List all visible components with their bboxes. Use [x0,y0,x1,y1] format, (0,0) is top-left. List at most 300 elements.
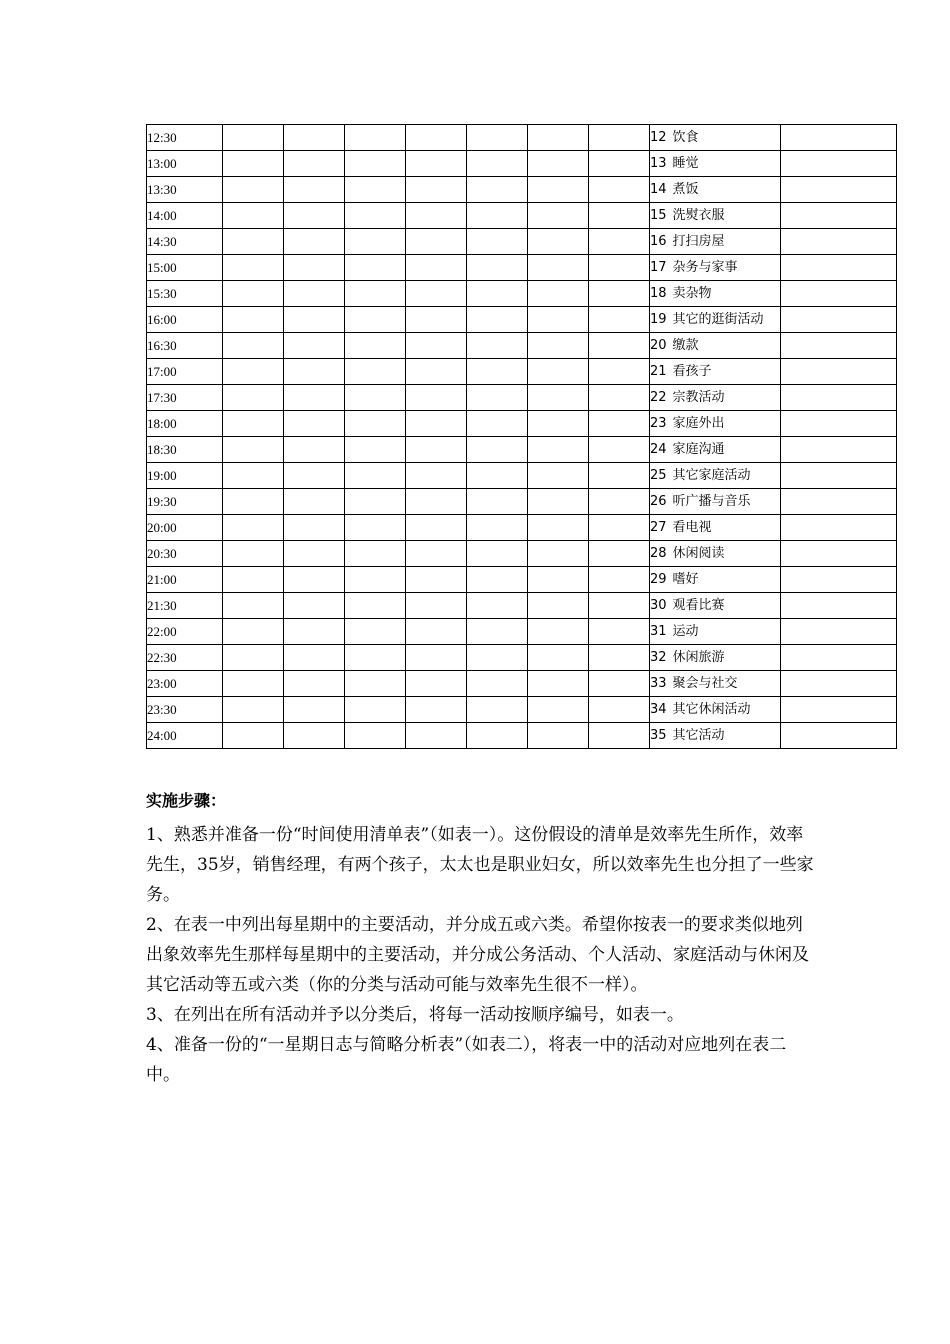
activity-label: 其它活动 [672,728,725,743]
time-cell: 20:00 [147,515,223,541]
time-cell: 22:30 [147,645,223,671]
table-row [147,281,897,307]
day-cell [467,385,528,411]
day-cell [284,437,345,463]
activity-cell [650,203,781,229]
activity-label: 煮饭 [672,182,699,197]
activity-number: 14 [650,182,667,197]
time-cell: 13:00 [147,151,223,177]
activity-cell [650,359,781,385]
day-cell [284,541,345,567]
time-cell: 12:30 [147,125,223,151]
day-cell [589,619,650,645]
day-cell [406,281,467,307]
day-cell [467,151,528,177]
activity-label: 卖杂物 [672,286,712,301]
activity-label: 观看比赛 [672,598,725,613]
day-cell [467,203,528,229]
day-cell [223,125,284,151]
day-cell [284,229,345,255]
extra-cell [781,723,897,749]
day-cell [406,671,467,697]
extra-cell [781,437,897,463]
day-cell [467,125,528,151]
extra-cell [781,697,897,723]
activity-label: 家庭沟通 [672,442,725,457]
activity-label: 休闲阅读 [672,546,725,561]
day-cell [345,281,406,307]
day-cell [467,567,528,593]
table-row [147,307,897,333]
day-cell [467,281,528,307]
table-row [147,541,897,567]
time-cell: 15:00 [147,255,223,281]
extra-cell [781,515,897,541]
day-cell [589,307,650,333]
activity-number: 30 [650,598,667,613]
day-cell [406,177,467,203]
day-cell [223,411,284,437]
day-cell [589,515,650,541]
day-cell [589,593,650,619]
day-cell [589,489,650,515]
activity-cell [650,489,781,515]
time-cell: 24:00 [147,723,223,749]
table-row [147,177,897,203]
time-cell: 21:30 [147,593,223,619]
time-cell: 13:30 [147,177,223,203]
day-cell [589,125,650,151]
day-cell [406,359,467,385]
day-cell [284,307,345,333]
table-row [147,411,897,437]
day-cell [223,619,284,645]
time-usage-table-body [147,125,897,749]
day-cell [345,463,406,489]
day-cell [467,541,528,567]
activity-label: 缴款 [672,338,699,353]
day-cell [223,229,284,255]
day-cell [284,619,345,645]
day-cell [284,255,345,281]
time-cell: 23:00 [147,671,223,697]
day-cell [345,515,406,541]
day-cell [528,177,589,203]
day-cell [406,255,467,281]
day-cell [223,203,284,229]
time-cell: 19:00 [147,463,223,489]
activity-cell [650,515,781,541]
day-cell [223,151,284,177]
day-cell [223,333,284,359]
day-cell [467,645,528,671]
day-cell [223,671,284,697]
extra-cell [781,593,897,619]
table-row [147,125,897,151]
day-cell [345,671,406,697]
day-cell [528,515,589,541]
activity-number: 33 [650,676,667,691]
activity-label: 打扫房屋 [672,234,725,249]
extra-cell [781,359,897,385]
activity-number: 24 [650,442,667,457]
day-cell [345,385,406,411]
extra-cell [781,541,897,567]
day-cell [345,697,406,723]
activity-cell [650,723,781,749]
time-cell: 16:30 [147,333,223,359]
steps-heading: 实施步骤： [146,791,227,810]
day-cell [284,593,345,619]
day-cell [284,333,345,359]
day-cell [589,697,650,723]
activity-cell [650,619,781,645]
day-cell [223,697,284,723]
activity-number: 13 [650,156,667,171]
step-paragraph: 1、熟悉并准备一份“时间使用清单表”（如表一）。这份假设的清单是效率先生所作，效率先生，35岁，销售经理，有两个孩子，太太也是职业妇女，所以效率先生也分担了一些家务。 [146,825,814,905]
day-cell [528,619,589,645]
day-cell [345,229,406,255]
activity-number: 23 [650,416,667,431]
time-cell: 22:00 [147,619,223,645]
day-cell [528,489,589,515]
day-cell [345,333,406,359]
day-cell [528,437,589,463]
activity-cell [650,645,781,671]
day-cell [406,229,467,255]
day-cell [467,593,528,619]
day-cell [406,151,467,177]
time-cell: 20:30 [147,541,223,567]
day-cell [223,255,284,281]
day-cell [406,203,467,229]
day-cell [406,697,467,723]
table-row [147,723,897,749]
extra-cell [781,671,897,697]
activity-cell [650,541,781,567]
day-cell [406,411,467,437]
day-cell [345,619,406,645]
day-cell [223,177,284,203]
activity-number: 12 [650,130,667,145]
day-cell [528,255,589,281]
time-cell: 16:00 [147,307,223,333]
activity-number: 31 [650,624,667,639]
time-cell: 21:00 [147,567,223,593]
activity-number: 26 [650,494,667,509]
extra-cell [781,333,897,359]
activity-number: 29 [650,572,667,587]
table-row [147,437,897,463]
time-cell: 18:30 [147,437,223,463]
day-cell [284,567,345,593]
activity-label: 聚会与社交 [672,676,738,691]
day-cell [284,463,345,489]
activity-cell [650,307,781,333]
activity-number: 28 [650,546,667,561]
day-cell [406,541,467,567]
table-row [147,463,897,489]
day-cell [284,359,345,385]
day-cell [467,307,528,333]
day-cell [345,723,406,749]
implementation-steps [146,786,816,1090]
activity-label: 其它的逛街活动 [672,312,764,327]
time-cell: 19:30 [147,489,223,515]
day-cell [528,645,589,671]
activity-label: 洗熨衣服 [672,208,725,223]
day-cell [528,671,589,697]
day-cell [284,645,345,671]
day-cell [589,333,650,359]
activity-cell [650,567,781,593]
day-cell [223,541,284,567]
table-row [147,489,897,515]
day-cell [589,255,650,281]
day-cell [589,645,650,671]
day-cell [589,541,650,567]
table-row [147,515,897,541]
activity-cell [650,463,781,489]
day-cell [589,151,650,177]
day-cell [406,437,467,463]
day-cell [589,203,650,229]
time-cell: 18:00 [147,411,223,437]
table-row [147,151,897,177]
extra-cell [781,567,897,593]
day-cell [528,307,589,333]
activity-cell [650,151,781,177]
activity-number: 27 [650,520,667,535]
activity-cell [650,697,781,723]
time-cell: 14:30 [147,229,223,255]
table-row [147,671,897,697]
day-cell [284,671,345,697]
activity-cell [650,177,781,203]
extra-cell [781,281,897,307]
time-cell: 17:30 [147,385,223,411]
activity-number: 16 [650,234,667,249]
day-cell [345,567,406,593]
activity-label: 嗜好 [672,572,699,587]
day-cell [467,515,528,541]
day-cell [528,697,589,723]
day-cell [406,125,467,151]
day-cell [345,177,406,203]
extra-cell [781,177,897,203]
table-row [147,333,897,359]
activity-cell [650,593,781,619]
day-cell [528,541,589,567]
day-cell [467,411,528,437]
day-cell [589,359,650,385]
day-cell [467,697,528,723]
table-row [147,359,897,385]
day-cell [528,463,589,489]
day-cell [528,593,589,619]
day-cell [589,281,650,307]
day-cell [406,619,467,645]
step-paragraph: 2、在表一中列出每星期中的主要活动，并分成五或六类。希望你按表一的要求类似地列出象效率先生那样每星期中的主要活动，并分成公务活动、个人活动、家庭活动与休闲及其它活动等五或六类（你的分类与活动可能与效率先生很不一样）。 [146,915,809,995]
time-cell: 17:00 [147,359,223,385]
table-row [147,255,897,281]
activity-number: 17 [650,260,667,275]
day-cell [589,177,650,203]
day-cell [406,463,467,489]
activity-label: 家庭外出 [672,416,725,431]
activity-cell [650,125,781,151]
day-cell [223,515,284,541]
activity-label: 运动 [672,624,699,639]
activity-number: 15 [650,208,667,223]
day-cell [467,359,528,385]
extra-cell [781,463,897,489]
day-cell [284,697,345,723]
day-cell [528,723,589,749]
activity-cell [650,333,781,359]
activity-cell [650,255,781,281]
day-cell [406,515,467,541]
day-cell [223,385,284,411]
day-cell [467,437,528,463]
day-cell [223,723,284,749]
day-cell [284,177,345,203]
day-cell [467,619,528,645]
day-cell [406,593,467,619]
day-cell [589,437,650,463]
day-cell [528,411,589,437]
day-cell [467,177,528,203]
step-paragraph: 3、在列出在所有活动并予以分类后，将每一活动按顺序编号，如表一。 [146,1005,684,1025]
activity-cell [650,385,781,411]
day-cell [528,229,589,255]
day-cell [223,281,284,307]
day-cell [284,203,345,229]
day-cell [467,229,528,255]
day-cell [406,489,467,515]
day-cell [345,593,406,619]
table-row [147,385,897,411]
day-cell [467,255,528,281]
day-cell [223,645,284,671]
day-cell [345,255,406,281]
activity-number: 21 [650,364,667,379]
day-cell [528,333,589,359]
day-cell [528,359,589,385]
day-cell [589,671,650,697]
day-cell [223,359,284,385]
day-cell [589,411,650,437]
activity-number: 35 [650,728,667,743]
time-cell: 14:00 [147,203,223,229]
day-cell [223,307,284,333]
day-cell [223,567,284,593]
extra-cell [781,151,897,177]
table-row [147,645,897,671]
day-cell [528,385,589,411]
day-cell [345,359,406,385]
day-cell [589,229,650,255]
extra-cell [781,619,897,645]
activity-number: 34 [650,702,667,717]
day-cell [223,437,284,463]
day-cell [345,151,406,177]
day-cell [345,645,406,671]
activity-label: 听广播与音乐 [672,494,751,509]
activity-label: 休闲旅游 [672,650,725,665]
extra-cell [781,203,897,229]
day-cell [345,203,406,229]
activity-label: 睡觉 [672,156,699,171]
day-cell [284,151,345,177]
extra-cell [781,645,897,671]
day-cell [467,671,528,697]
day-cell [528,203,589,229]
table-row [147,567,897,593]
day-cell [589,567,650,593]
day-cell [284,489,345,515]
activity-number: 18 [650,286,667,301]
time-usage-table [146,124,897,749]
day-cell [223,593,284,619]
activity-cell [650,671,781,697]
extra-cell [781,229,897,255]
day-cell [406,307,467,333]
day-cell [406,333,467,359]
activity-number: 32 [650,650,667,665]
day-cell [528,567,589,593]
day-cell [528,151,589,177]
day-cell [284,385,345,411]
extra-cell [781,411,897,437]
day-cell [467,489,528,515]
extra-cell [781,489,897,515]
time-cell: 15:30 [147,281,223,307]
activity-label: 看电视 [672,520,712,535]
extra-cell [781,125,897,151]
table-row [147,229,897,255]
day-cell [528,125,589,151]
day-cell [406,385,467,411]
day-cell [223,489,284,515]
day-cell [345,307,406,333]
day-cell [284,723,345,749]
day-cell [345,541,406,567]
day-cell [345,125,406,151]
day-cell [345,437,406,463]
day-cell [589,463,650,489]
activity-label: 杂务与家事 [672,260,738,275]
step-paragraph: 4、准备一份的“一星期日志与简略分析表”（如表二），将表一中的活动对应地列在表二中。 [146,1035,787,1085]
activity-number: 20 [650,338,667,353]
day-cell [589,385,650,411]
day-cell [284,411,345,437]
day-cell [284,281,345,307]
activity-cell [650,281,781,307]
day-cell [345,411,406,437]
table-row [147,593,897,619]
day-cell [284,515,345,541]
day-cell [467,333,528,359]
extra-cell [781,255,897,281]
table-row [147,203,897,229]
activity-cell [650,411,781,437]
time-cell: 23:30 [147,697,223,723]
day-cell [345,489,406,515]
day-cell [467,723,528,749]
extra-cell [781,385,897,411]
activity-label: 看孩子 [672,364,712,379]
